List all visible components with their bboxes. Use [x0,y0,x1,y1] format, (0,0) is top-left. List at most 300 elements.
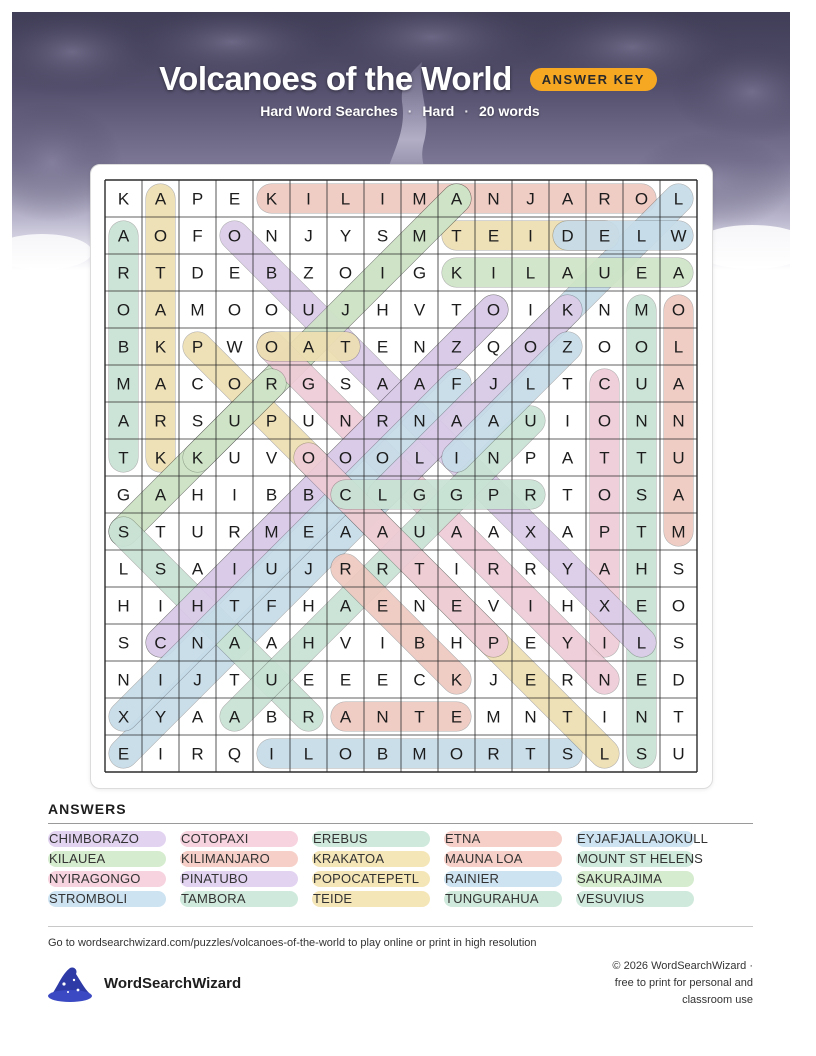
answer-item [576,871,662,887]
grid-letter[interactable]: H [191,485,204,505]
grid-letter[interactable]: A [339,707,352,727]
grid-letter[interactable]: X [524,522,537,542]
grid-letter[interactable]: U [265,559,278,579]
grid-letter[interactable]: U [265,670,278,690]
grid-letter[interactable]: L [673,189,684,209]
grid-letter[interactable]: A [154,300,167,320]
grid-letter[interactable]: R [487,559,500,579]
subtitle-source: Hard Word Searches [260,103,398,119]
grid-letter[interactable]: U [228,411,241,431]
grid-letter[interactable]: T [562,485,573,505]
grid-letter[interactable]: R [524,485,537,505]
grid-letter[interactable]: H [302,633,315,653]
grid-letter[interactable]: I [306,189,311,209]
grid-letter[interactable]: A [561,448,574,468]
grid-letter[interactable]: E [302,522,315,542]
grid-letter[interactable]: E [487,226,500,246]
grid-letter[interactable]: A [376,522,389,542]
wizard-hat-icon [48,964,94,1004]
grid-letter[interactable]: U [672,448,685,468]
grid-letter[interactable]: A [413,374,426,394]
grid-letter[interactable]: G [116,485,131,505]
grid-letter[interactable]: G [412,485,427,505]
grid-letter[interactable]: U [191,522,204,542]
grid-letter[interactable]: I [380,633,385,653]
grid-letter[interactable]: A [117,226,130,246]
grid-letter[interactable]: M [671,522,686,542]
grid-letter[interactable]: W [670,226,687,246]
grid-letter[interactable]: I [491,263,496,283]
grid-letter[interactable]: Z [303,263,314,283]
grid-letter[interactable]: N [524,707,537,727]
answer-item [444,891,539,907]
grid-letter[interactable]: I [528,300,533,320]
grid-letter[interactable]: N [598,670,611,690]
grid-letter[interactable]: I [380,189,385,209]
grid-letter[interactable]: A [154,485,167,505]
grid-letter[interactable]: H [450,633,463,653]
answer-word: TAMBORA [181,891,246,906]
grid-letter[interactable]: U [524,411,537,431]
grid-letter[interactable]: Z [451,337,462,357]
grid-letter[interactable]: T [562,374,573,394]
grid-letter[interactable]: E [635,263,648,283]
grid-letter[interactable]: A [598,559,611,579]
grid-letter[interactable]: I [380,263,385,283]
grid-letter[interactable]: I [602,707,607,727]
word-search-grid [91,165,712,788]
grid-letter[interactable]: P [191,189,204,209]
answer-word: NYIRAGONGO [49,871,141,886]
answers-heading: ANSWERS [48,801,127,817]
grid-letter[interactable]: K [561,300,574,320]
grid-letter[interactable]: M [486,707,501,727]
grid-letter[interactable]: A [561,189,574,209]
answer-item [576,851,703,867]
grid-letter[interactable]: L [525,263,536,283]
grid-letter[interactable]: A [191,707,204,727]
grid-letter[interactable]: O [338,744,353,764]
grid-letter[interactable]: R [376,559,389,579]
grid-letter[interactable]: A [487,522,500,542]
grid-letter[interactable]: V [339,633,352,653]
answer-word: ETNA [445,831,481,846]
grid-letter[interactable]: T [673,707,684,727]
grid-letter[interactable]: Y [154,707,167,727]
answer-item [444,871,499,887]
answer-item [576,891,644,907]
grid-letter[interactable]: O [486,300,501,320]
grid-letter[interactable]: E [228,189,241,209]
grid-letter[interactable]: K [191,448,204,468]
grid-letter[interactable]: L [673,337,684,357]
answer-key-badge: ANSWER KEY [530,68,657,91]
grid-letter[interactable]: H [561,596,574,616]
grid-letter[interactable]: R [339,559,352,579]
grid-letter[interactable]: B [265,263,278,283]
grid-letter[interactable]: G [301,374,316,394]
copyright-line: classroom use [682,994,753,1006]
grid-letter[interactable]: A [117,411,130,431]
grid-letter[interactable]: A [450,411,463,431]
grid-letter[interactable]: D [191,263,204,283]
grid-letter[interactable]: A [450,189,463,209]
grid-letter[interactable]: I [454,559,459,579]
grid-letter[interactable]: N [376,707,389,727]
grid-letter[interactable]: L [340,189,351,209]
answer-item [312,831,368,847]
grid-letter[interactable]: P [598,522,611,542]
answer-word: EREBUS [313,831,368,846]
grid-letter[interactable]: S [339,374,352,394]
answer-item [312,851,384,867]
grid-letter[interactable]: U [635,374,648,394]
grid-letter[interactable]: R [265,374,278,394]
grid-letter[interactable]: S [376,226,389,246]
grid-letter[interactable]: I [602,633,607,653]
grid-letter[interactable]: T [562,707,573,727]
grid-letter[interactable]: V [413,300,426,320]
grid-letter[interactable]: S [191,411,204,431]
grid-letter[interactable]: A [672,263,685,283]
grid-letter[interactable]: O [153,226,168,246]
grid-letter[interactable]: I [158,596,163,616]
grid-letter[interactable]: N [191,633,204,653]
grid-letter[interactable]: J [341,300,350,320]
grid-letter[interactable]: E [302,670,315,690]
grid-letter[interactable]: C [598,374,611,394]
grid-letter[interactable]: K [450,670,463,690]
title-row [0,60,816,98]
grid-letter[interactable]: R [228,522,241,542]
grid-letter[interactable]: B [117,337,130,357]
grid-letter[interactable]: O [671,300,686,320]
grid-letter[interactable]: I [528,226,533,246]
grid-letter[interactable]: O [264,337,279,357]
grid-letter[interactable]: S [561,744,574,764]
grid-letter[interactable]: C [154,633,167,653]
grid-letter[interactable]: E [635,670,648,690]
grid-letter[interactable]: E [228,263,241,283]
grid-letter[interactable]: L [599,744,610,764]
grid-letter[interactable]: L [118,559,129,579]
grid-letter[interactable]: E [376,670,389,690]
grid-letter[interactable]: T [599,448,610,468]
page-title: Volcanoes of the World [159,60,512,97]
grid-letter[interactable]: A [191,559,204,579]
answer-word: MOUNT ST HELENS [577,851,704,866]
grid-letter[interactable]: R [561,670,574,690]
grid-letter[interactable]: S [672,633,685,653]
grid-letter[interactable]: B [376,744,389,764]
grid-letter[interactable]: O [227,226,242,246]
grid-letter[interactable]: S [154,559,167,579]
grid-letter[interactable]: U [413,522,426,542]
grid-letter[interactable]: H [635,559,648,579]
grid-letter[interactable]: J [193,670,202,690]
puzzle-card [90,164,713,789]
grid-letter[interactable]: A [487,411,500,431]
grid-letter[interactable]: G [412,263,427,283]
grid-letter[interactable]: C [413,670,426,690]
grid-letter[interactable]: O [375,448,390,468]
grid-letter[interactable]: G [449,485,464,505]
grid-letter[interactable]: T [451,226,462,246]
grid-letter[interactable]: V [487,596,500,616]
grid-letter[interactable]: S [117,633,130,653]
answer-word: KILAUEA [49,851,106,866]
grid-letter[interactable]: X [598,596,611,616]
grid-letter[interactable]: F [192,226,203,246]
grid-letter[interactable]: Y [561,633,574,653]
grid-letter[interactable]: R [302,707,315,727]
answer-word: VESUVIUS [577,891,645,906]
grid-letter[interactable]: T [525,744,536,764]
grid-letter[interactable]: I [158,744,163,764]
grid-letter[interactable]: J [489,670,498,690]
grid-letter[interactable]: B [413,633,426,653]
brand-name: WordSearchWizard [104,975,242,992]
grid-letter[interactable]: O [227,300,242,320]
grid-letter[interactable]: E [376,337,389,357]
grid-letter[interactable]: A [228,707,241,727]
grid-letter[interactable]: K [117,189,130,209]
separator-dot: · [407,103,413,119]
grid-letter[interactable]: A [265,633,278,653]
answer-word: EYJAFJALLAJOKULL [577,831,709,846]
grid-letter[interactable]: K [154,337,167,357]
grid-letter[interactable]: O [597,411,612,431]
grid-letter[interactable]: J [304,559,313,579]
grid-letter[interactable]: T [118,448,129,468]
grid-letter[interactable]: F [266,596,277,616]
grid-letter[interactable]: Z [562,337,573,357]
grid-letter[interactable]: N [487,448,500,468]
answer-item [180,891,246,907]
grid-letter[interactable]: O [264,300,279,320]
grid-letter[interactable]: A [339,522,352,542]
grid-letter[interactable]: R [524,559,537,579]
answer-word: KRAKATOA [313,851,385,866]
grid-letter[interactable]: O [338,448,353,468]
grid-letter[interactable]: U [228,448,241,468]
grid-letter[interactable]: H [376,300,389,320]
grid-letter[interactable]: K [265,189,278,209]
grid-letter[interactable]: T [636,448,647,468]
answer-item [312,891,352,907]
grid-letter[interactable]: O [597,337,612,357]
copyright-line: free to print for personal and [614,977,753,989]
grid-letter[interactable]: N [413,337,426,357]
grid-letter[interactable]: N [635,707,648,727]
grid-letter[interactable]: R [376,411,389,431]
footer-url-text: Go to wordsearchwizard.com/puzzles/volcanoes-of-the-world to play online or print in high resolution [48,937,537,949]
grid-letter[interactable]: O [634,189,649,209]
grid-letter[interactable]: O [116,300,131,320]
grid-letter[interactable]: A [561,263,574,283]
grid-letter[interactable]: J [304,226,313,246]
grid-letter[interactable]: J [526,189,535,209]
grid-letter[interactable]: D [561,226,574,246]
grid-letter[interactable]: O [523,337,538,357]
grid-letter[interactable]: E [450,596,463,616]
grid-letter[interactable]: A [376,374,389,394]
grid-letter[interactable]: O [671,596,686,616]
answer-item [444,831,480,847]
grid-letter[interactable]: A [672,485,685,505]
grid-letter[interactable]: P [524,448,537,468]
grid-letter[interactable]: M [116,374,131,394]
grid-letter[interactable]: E [524,633,537,653]
grid-letter[interactable]: C [191,374,204,394]
grid-letter[interactable]: A [672,374,685,394]
divider [48,823,753,824]
grid-letter[interactable]: L [377,485,388,505]
grid-letter[interactable]: T [636,522,647,542]
answer-word: STROMBOLI [49,891,128,906]
grid-letter[interactable]: T [451,300,462,320]
grid-letter[interactable]: D [672,670,685,690]
grid-letter[interactable]: N [413,596,426,616]
grid-letter[interactable]: X [117,707,130,727]
grid-letter[interactable]: N [487,189,500,209]
grid-letter[interactable]: C [339,485,352,505]
grid-letter[interactable]: F [451,374,462,394]
grid-letter[interactable]: O [597,485,612,505]
grid-letter[interactable]: O [227,374,242,394]
grid-letter[interactable]: Q [227,744,242,764]
answer-item [48,831,139,847]
grid-letter[interactable]: A [561,522,574,542]
grid-letter[interactable]: Y [561,559,574,579]
grid-letter[interactable]: R [598,189,611,209]
grid-letter[interactable]: T [229,670,240,690]
grid-letter[interactable]: T [155,522,166,542]
grid-letter[interactable]: V [265,448,278,468]
grid-letter[interactable]: E [376,596,389,616]
grid-letter[interactable]: O [634,337,649,357]
grid-letter[interactable]: E [450,707,463,727]
grid-letter[interactable]: P [265,411,278,431]
grid-letter[interactable]: I [232,559,237,579]
grid-letter[interactable]: E [117,744,130,764]
grid-letter[interactable]: N [265,226,278,246]
grid-letter[interactable]: T [340,337,351,357]
grid-letter[interactable]: M [634,300,649,320]
grid-letter[interactable]: N [672,411,685,431]
grid-letter[interactable]: I [454,448,459,468]
grid-letter[interactable]: M [190,300,205,320]
grid-letter[interactable]: I [528,596,533,616]
answer-item [48,891,127,907]
grid-letter[interactable]: I [269,744,274,764]
grid-letter[interactable]: P [487,485,500,505]
grid-letter[interactable]: N [413,411,426,431]
grid-letter[interactable]: Q [486,337,501,357]
grid-letter[interactable]: T [414,559,425,579]
grid-letter[interactable]: I [158,670,163,690]
answer-word: RAINIER [445,871,500,886]
grid-letter[interactable]: U [302,411,315,431]
grid-letter[interactable]: T [229,596,240,616]
grid-letter[interactable]: A [339,596,352,616]
grid-letter[interactable]: R [117,263,130,283]
grid-letter[interactable]: A [154,189,167,209]
grid-letter[interactable]: J [489,374,498,394]
grid-letter[interactable]: B [265,485,278,505]
grid-letter[interactable]: U [302,300,315,320]
grid-letter[interactable]: K [450,263,463,283]
grid-letter[interactable]: H [191,596,204,616]
grid-letter[interactable]: N [117,670,130,690]
grid-letter[interactable]: L [636,633,647,653]
grid-letter[interactable]: N [598,300,611,320]
grid-letter[interactable]: M [412,226,427,246]
grid-letter[interactable]: L [303,744,314,764]
grid-letter[interactable]: U [672,744,685,764]
grid-letter[interactable]: E [339,670,352,690]
grid-letter[interactable]: N [635,411,648,431]
grid-letter[interactable]: M [264,522,279,542]
grid-letter[interactable]: E [635,596,648,616]
answer-item [180,871,248,887]
grid-letter[interactable]: R [154,411,167,431]
grid-letter[interactable]: H [302,596,315,616]
grid-letter[interactable]: B [302,485,315,505]
grid-letter[interactable]: Y [339,226,352,246]
grid-letter[interactable]: N [339,411,352,431]
grid-letter[interactable]: O [338,263,353,283]
grid-letter[interactable]: T [155,263,166,283]
grid-letter[interactable]: T [414,707,425,727]
answer-item [48,871,141,887]
grid-letter[interactable]: I [232,485,237,505]
grid-letter[interactable]: A [228,633,241,653]
subtitle [0,103,800,119]
grid-letter[interactable]: P [191,337,204,357]
grid-letter[interactable]: S [635,485,648,505]
grid-letter[interactable]: L [414,448,425,468]
answer-item [312,871,419,887]
grid-letter[interactable]: L [525,374,536,394]
grid-letter[interactable]: O [301,448,316,468]
subtitle-difficulty: Hard [422,103,455,119]
grid-letter[interactable]: A [450,522,463,542]
grid-letter[interactable]: R [487,744,500,764]
grid-letter[interactable]: M [412,744,427,764]
grid-letter[interactable]: W [226,337,243,357]
grid-letter[interactable]: P [487,633,500,653]
separator-dot: · [464,103,469,119]
grid-letter[interactable]: B [265,707,278,727]
grid-letter[interactable]: U [598,263,611,283]
grid-letter[interactable]: S [672,559,685,579]
grid-letter[interactable]: L [636,226,647,246]
grid-letter[interactable]: A [154,374,167,394]
grid-letter[interactable]: S [635,744,648,764]
grid-letter[interactable]: O [449,744,464,764]
grid-letter[interactable]: E [598,226,611,246]
grid-letter[interactable]: A [302,337,315,357]
grid-letter[interactable]: E [524,670,537,690]
grid-letter[interactable]: S [117,522,130,542]
grid-letter[interactable]: R [191,744,204,764]
grid-letter[interactable]: I [565,411,570,431]
answer-word: MAUNA LOA [445,851,523,866]
grid-letter[interactable]: M [412,189,427,209]
grid-letter[interactable]: K [154,448,167,468]
grid-letter[interactable]: H [117,596,130,616]
